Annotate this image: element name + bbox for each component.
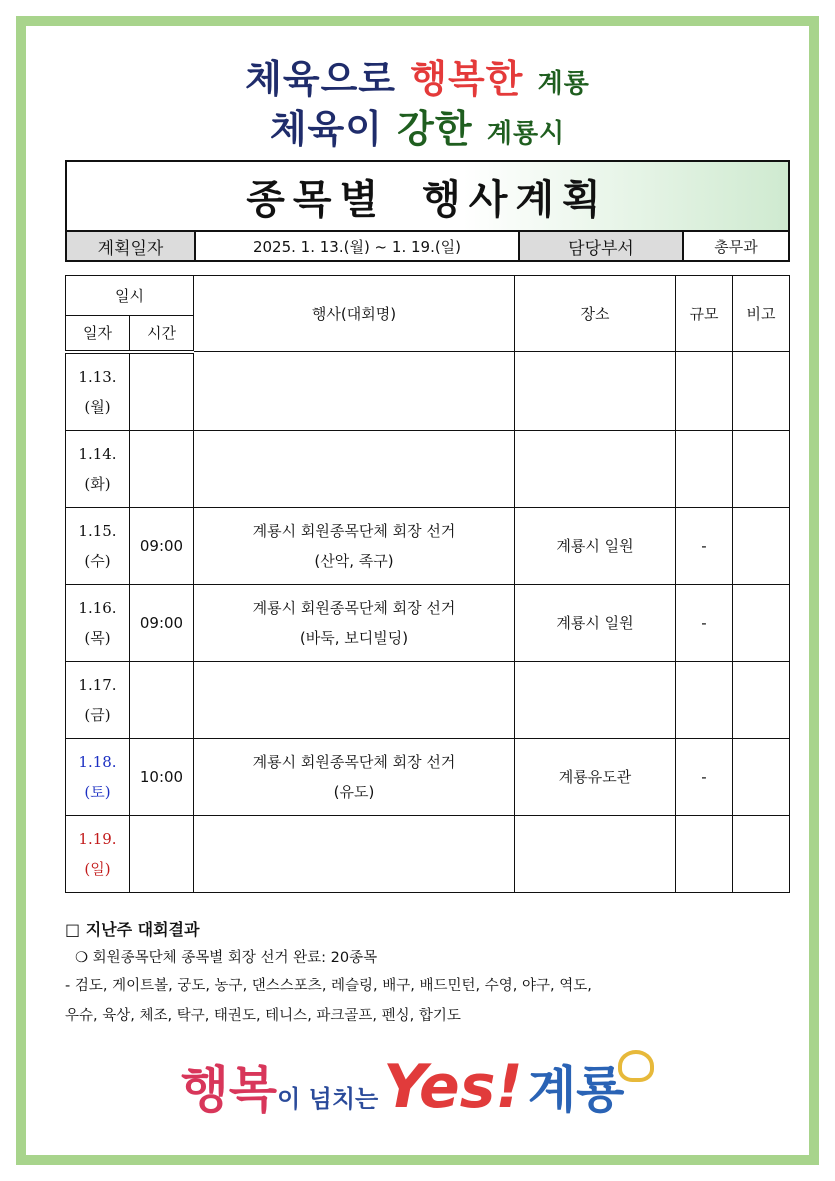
header-time: 시간 bbox=[130, 316, 194, 352]
place-cell bbox=[515, 815, 676, 892]
note-cell bbox=[733, 661, 790, 738]
time-cell: 09:00 bbox=[130, 507, 194, 584]
date-cell bbox=[66, 661, 130, 738]
date-text: 1.18. bbox=[78, 752, 117, 771]
slogan-text: 행복한 bbox=[410, 57, 524, 101]
day-text: (토) bbox=[84, 782, 111, 801]
scale-cell bbox=[676, 430, 733, 507]
plan-date-value: 2025. 1. 13.(월) ~ 1. 19.(일) bbox=[195, 231, 519, 261]
date-cell bbox=[66, 584, 130, 661]
header-event: 행사(대회명) bbox=[194, 276, 515, 352]
note-cell bbox=[733, 815, 790, 892]
event-cell bbox=[194, 352, 515, 431]
note-cell bbox=[733, 584, 790, 661]
header-note: 비고 bbox=[733, 276, 790, 352]
event-cell bbox=[194, 661, 515, 738]
footer-logo-text: Yes! bbox=[383, 1052, 523, 1122]
day-text: (화) bbox=[84, 474, 111, 493]
note-cell bbox=[733, 352, 790, 431]
date-cell bbox=[66, 738, 130, 815]
table-row bbox=[66, 430, 790, 507]
footer-logo-text: 이 넘치는 bbox=[277, 1085, 379, 1113]
slogan-text: 체육이 bbox=[269, 107, 383, 151]
footer-logo bbox=[0, 1050, 835, 1122]
event-cell bbox=[194, 738, 515, 815]
scale-cell: - bbox=[676, 738, 733, 815]
event-cell bbox=[194, 430, 515, 507]
event-detail: (산악, 족구) bbox=[314, 551, 394, 570]
event-text: 계룡시 회원종목단체 회장 선거 bbox=[252, 752, 456, 771]
footer-logo-text: 행복 bbox=[180, 1061, 278, 1119]
results-heading: □ 지난주 대회결과 bbox=[65, 920, 200, 939]
time-cell bbox=[130, 430, 194, 507]
header-place: 장소 bbox=[515, 276, 676, 352]
date-cell bbox=[66, 352, 130, 431]
heart-icon bbox=[618, 1050, 654, 1082]
place-cell bbox=[515, 661, 676, 738]
results-list-line: 우슈, 육상, 체조, 탁구, 태권도, 테니스, 파크골프, 펜싱, 합기도 bbox=[65, 1008, 461, 1024]
table-row bbox=[66, 584, 790, 661]
results-list-line: - 검도, 게이트볼, 궁도, 농구, 댄스스포츠, 레슬링, 배구, 배드민턴, 수영, 야구, 역도, bbox=[65, 978, 592, 994]
scale-cell bbox=[676, 661, 733, 738]
table-row bbox=[66, 352, 790, 431]
scale-cell: - bbox=[676, 507, 733, 584]
header-datetime: 일시 bbox=[66, 276, 194, 316]
event-cell bbox=[194, 815, 515, 892]
place-cell: 계룡시 일원 bbox=[515, 584, 676, 661]
note-cell bbox=[733, 507, 790, 584]
department-value: 총무과 bbox=[683, 231, 789, 261]
date-cell bbox=[66, 815, 130, 892]
note-cell bbox=[733, 738, 790, 815]
slogan-line-2 bbox=[0, 98, 835, 153]
day-text: (일) bbox=[84, 859, 111, 878]
place-cell: 계룡유도관 bbox=[515, 738, 676, 815]
header-date: 일자 bbox=[66, 316, 130, 352]
plan-date-label: 계획일자 bbox=[66, 231, 195, 261]
place-cell bbox=[515, 430, 676, 507]
date-text: 1.14. bbox=[78, 444, 117, 463]
time-cell bbox=[130, 815, 194, 892]
results-summary: ❍ 회원종목단체 종목별 회장 선거 완료: 20종목 bbox=[75, 950, 378, 966]
title-text: 종목별 행사계획 bbox=[246, 176, 609, 223]
department-label: 담당부서 bbox=[519, 231, 683, 261]
slogan-text: 계룡 bbox=[537, 69, 590, 99]
table-row bbox=[66, 815, 790, 892]
date-cell bbox=[66, 507, 130, 584]
event-text: 계룡시 회원종목단체 회장 선거 bbox=[252, 598, 456, 617]
slogan-text: 체육으로 bbox=[245, 57, 396, 101]
schedule-table bbox=[65, 275, 790, 893]
time-cell: 09:00 bbox=[130, 584, 194, 661]
slogan-text: 계룡시 bbox=[486, 119, 566, 149]
plan-info-table bbox=[65, 230, 790, 262]
note-cell bbox=[733, 430, 790, 507]
last-week-results bbox=[65, 917, 805, 1031]
day-text: (수) bbox=[84, 551, 111, 570]
date-cell bbox=[66, 430, 130, 507]
event-detail: (바둑, 보디빌딩) bbox=[299, 628, 409, 647]
date-text: 1.17. bbox=[78, 675, 117, 694]
event-detail: (유도) bbox=[333, 782, 375, 801]
day-text: (목) bbox=[84, 628, 111, 647]
place-cell: 계룡시 일원 bbox=[515, 507, 676, 584]
table-row bbox=[66, 738, 790, 815]
day-text: (월) bbox=[84, 397, 111, 416]
date-text: 1.19. bbox=[78, 829, 117, 848]
date-text: 1.13. bbox=[78, 367, 117, 386]
event-cell bbox=[194, 584, 515, 661]
footer-logo-text: 계룡 bbox=[527, 1061, 625, 1119]
document-title bbox=[65, 160, 790, 230]
table-row bbox=[66, 507, 790, 584]
slogan-text: 강한 bbox=[397, 107, 473, 151]
event-cell bbox=[194, 507, 515, 584]
scale-cell bbox=[676, 815, 733, 892]
table-row bbox=[66, 661, 790, 738]
results-list bbox=[65, 971, 805, 1031]
time-cell bbox=[130, 352, 194, 431]
slogan-line-1 bbox=[0, 48, 835, 103]
time-cell bbox=[130, 661, 194, 738]
time-cell: 10:00 bbox=[130, 738, 194, 815]
scale-cell bbox=[676, 352, 733, 431]
header-scale: 규모 bbox=[676, 276, 733, 352]
date-text: 1.15. bbox=[78, 521, 117, 540]
day-text: (금) bbox=[84, 705, 111, 724]
date-text: 1.16. bbox=[78, 598, 117, 617]
place-cell bbox=[515, 352, 676, 431]
scale-cell: - bbox=[676, 584, 733, 661]
event-text: 계룡시 회원종목단체 회장 선거 bbox=[252, 521, 456, 540]
